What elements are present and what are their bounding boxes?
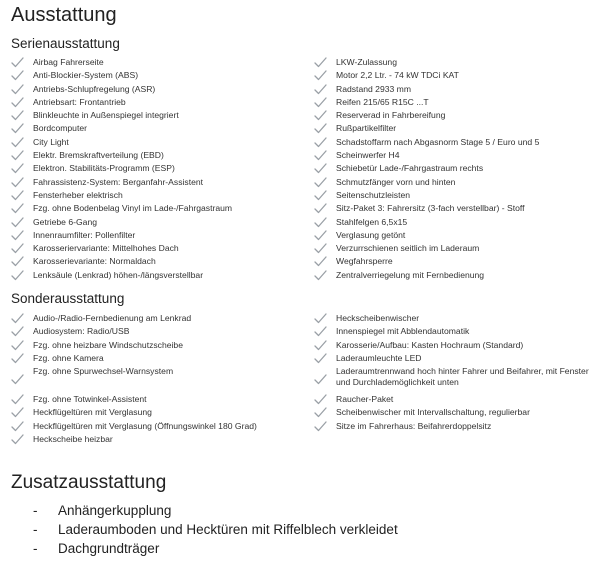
check-icon — [314, 57, 327, 68]
sonder-left-item — [11, 394, 295, 407]
sonder-left-item-label: Fzg. ohne Totwinkel-Assistent — [33, 394, 147, 405]
zusatz-heading: Zusatzausstattung — [11, 472, 167, 493]
serien-right-item-label: Zentralverriegelung mit Fernbedienung — [336, 269, 485, 280]
sonder-right-item-label: Laderaumtrennwand hoch hinter Fahrer und Beifahrer, mit Fenster und Durchlademöglichkeit unten — [336, 366, 589, 388]
check-icon — [11, 57, 24, 68]
dash-bullet: - — [33, 541, 38, 556]
serien-right-item — [314, 123, 539, 136]
serien-right-item — [314, 163, 539, 176]
check-icon — [11, 353, 24, 364]
zusatz-item — [33, 539, 398, 558]
sonder-right-item — [314, 313, 598, 326]
check-icon — [11, 190, 24, 201]
check-icon — [11, 217, 24, 228]
serien-left-item — [11, 97, 232, 110]
sonder-left-item-label: Heckflügeltüren mit Verglasung — [33, 407, 152, 418]
serien-right-item — [314, 150, 539, 163]
serien-left-item — [11, 137, 232, 150]
check-icon — [11, 203, 24, 214]
zusatz-item — [33, 520, 398, 539]
zusatz-item — [33, 501, 398, 520]
sonder-right-item-label: Scheibenwischer mit Intervallschaltung, regulierbar — [336, 407, 530, 418]
check-icon — [11, 70, 24, 81]
serien-left-item-label: City Light — [33, 136, 69, 147]
check-icon — [314, 256, 327, 267]
sonder-right-item-label: Innenspiegel mit Abblendautomatik — [336, 326, 470, 337]
serien-left-item — [11, 57, 232, 70]
sonder-left-item-label: Heckflügeltüren mit Verglasung (Öffnungswinkel 180 Grad) — [33, 420, 257, 431]
check-icon — [11, 163, 24, 174]
serien-left-list — [11, 57, 232, 283]
check-icon — [11, 256, 24, 267]
sonder-right-item — [314, 366, 598, 394]
serien-left-item-label: Elektr. Bremskraftverteilung (EBD) — [33, 150, 164, 161]
serien-right-item — [314, 190, 539, 203]
dash-bullet: - — [33, 503, 38, 518]
serien-left-item-label: Karosseriervariante: Mittelhohes Dach — [33, 243, 179, 254]
serien-right-list — [314, 57, 539, 283]
sonder-right-item — [314, 407, 598, 420]
sonder-left-item — [11, 366, 295, 394]
check-icon — [11, 407, 24, 418]
sonder-right-list — [314, 313, 598, 434]
check-icon — [314, 340, 327, 351]
check-icon — [314, 150, 327, 161]
serien-left-item-label: Fzg. ohne Bodenbelag Vinyl im Lade-/Fahrgastraum — [33, 203, 233, 214]
sonder-left-item-label: Audio-/Radio-Fernbedienung am Lenkrad — [33, 313, 192, 323]
zusatz-item-label: Laderaumboden und Hecktüren mit Riffelblech verkleidet — [58, 522, 398, 537]
serien-right-item — [314, 97, 539, 110]
serien-left-item-label: Anti-Blockier-System (ABS) — [33, 70, 139, 81]
sonder-left-item — [11, 434, 295, 447]
serien-left-item — [11, 243, 232, 256]
sonder-right-item-label: Karosserie/Aufbau: Kasten Hochraum (Standard) — [336, 339, 524, 350]
serien-left-item — [11, 217, 232, 230]
serien-left-item — [11, 163, 232, 176]
serien-right-item — [314, 230, 539, 243]
page-title: Ausstattung — [11, 4, 117, 26]
sonder-left-item — [11, 421, 295, 434]
serien-right-item — [314, 243, 539, 256]
check-icon — [11, 326, 24, 337]
sonder-left-item — [11, 407, 295, 420]
sonder-left-item-label: Audiosystem: Radio/USB — [33, 326, 130, 337]
serien-left-item-label: Blinkleuchte in Außenspiegel integriert — [33, 110, 179, 121]
serien-left-item-label: Fensterheber elektrisch — [33, 189, 123, 200]
check-icon — [314, 137, 327, 148]
serien-right-item — [314, 256, 539, 269]
check-icon — [314, 97, 327, 108]
serien-left-item-label: Elektron. Stabilitäts-Programm (ESP) — [33, 163, 175, 174]
check-icon — [11, 374, 24, 385]
serien-right-item-label: Reifen 215/65 R15C ...T — [336, 96, 429, 107]
sonder-left-item-label: Fzg. ohne Spurwechsel-Warnsystem — [33, 366, 174, 377]
serien-left-item-label: Getriebe 6-Gang — [33, 216, 98, 227]
serien-left-item-label: Airbag Fahrerseite — [33, 57, 104, 67]
sonder-left-item-label: Heckscheibe heizbar — [33, 434, 113, 445]
serien-left-item — [11, 190, 232, 203]
serien-right-item — [314, 137, 539, 150]
serien-right-item — [314, 203, 539, 216]
check-icon — [314, 123, 327, 134]
serien-left-item — [11, 70, 232, 83]
check-icon — [11, 150, 24, 161]
check-icon — [314, 70, 327, 81]
check-icon — [314, 407, 327, 418]
sonder-left-item-label: Fzg. ohne heizbare Windschutzscheibe — [33, 339, 183, 350]
serien-left-item — [11, 84, 232, 97]
sonder-right-item — [314, 394, 598, 407]
sonder-heading: Sonderausstattung — [11, 291, 125, 306]
sonder-left-list — [11, 313, 295, 447]
check-icon — [314, 326, 327, 337]
sonder-right-item — [314, 421, 598, 434]
check-icon — [11, 340, 24, 351]
sonder-left-item — [11, 326, 295, 339]
check-icon — [11, 313, 24, 324]
sonder-left-item-label: Fzg. ohne Kamera — [33, 352, 104, 363]
serien-right-item-label: Reserverad in Fahrbereifung — [336, 110, 446, 121]
check-icon — [314, 270, 327, 281]
check-icon — [11, 243, 24, 254]
serien-left-item — [11, 123, 232, 136]
sonder-right-item-label: Raucher-Paket — [336, 394, 394, 405]
serien-left-item-label: Antriebs-Schlupfregelung (ASR) — [33, 83, 156, 94]
serien-left-item — [11, 177, 232, 190]
check-icon — [11, 177, 24, 188]
serien-right-item-label: Rußpartikelfilter — [336, 123, 397, 134]
serien-left-item — [11, 270, 232, 283]
check-icon — [314, 203, 327, 214]
serien-right-item — [314, 110, 539, 123]
serien-right-item-label: Schmutzfänger vorn und hinten — [336, 176, 456, 187]
check-icon — [314, 190, 327, 201]
zusatz-list — [33, 501, 398, 558]
check-icon — [11, 84, 24, 95]
serien-heading: Serienausstattung — [11, 36, 120, 51]
serien-right-item-label: Schadstoffarm nach Abgasnorm Stage 5 / Euro und 5 — [336, 136, 540, 147]
sonder-right-item-label: Heckscheibenwischer — [336, 313, 420, 323]
check-icon — [314, 230, 327, 241]
serien-right-item — [314, 270, 539, 283]
check-icon — [11, 110, 24, 121]
sonder-right-item — [314, 353, 598, 366]
sonder-right-item-label: Laderaumleuchte LED — [336, 352, 422, 363]
serien-left-item — [11, 203, 232, 216]
serien-right-item-label: Seitenschutzleisten — [336, 189, 411, 200]
serien-left-item-label: Antriebsart: Frontantrieb — [33, 96, 126, 107]
check-icon — [314, 177, 327, 188]
sonder-right-item-label: Sitze im Fahrerhaus: Beifahrerdoppelsitz — [336, 420, 492, 431]
serien-right-item-label: Schiebetür Lade-/Fahrgastraum rechts — [336, 163, 484, 174]
sonder-right-item — [314, 340, 598, 353]
serien-right-item-label: LKW-Zulassung — [336, 57, 397, 67]
serien-left-item-label: Lenksäule (Lenkrad) höhen-/längsverstellbar — [33, 269, 204, 280]
sonder-right-item — [314, 326, 598, 339]
check-icon — [314, 394, 327, 405]
check-icon — [11, 421, 24, 432]
serien-left-item-label: Bordcomputer — [33, 123, 87, 134]
dash-bullet: - — [33, 522, 38, 537]
serien-right-item-label: Radstand 2933 mm — [336, 83, 411, 94]
serien-left-item — [11, 150, 232, 163]
check-icon — [11, 394, 24, 405]
check-icon — [11, 97, 24, 108]
sonder-left-item — [11, 313, 295, 326]
serien-right-item — [314, 70, 539, 83]
zusatz-item-label: Dachgrundträger — [58, 541, 160, 556]
check-icon — [11, 137, 24, 148]
check-icon — [314, 243, 327, 254]
check-icon — [11, 434, 24, 445]
check-icon — [314, 374, 327, 385]
serien-left-item-label: Innenraumfilter: Pollenfilter — [33, 229, 136, 240]
serien-left-item-label: Karosserievariante: Normaldach — [33, 256, 156, 267]
serien-left-item — [11, 110, 232, 123]
serien-right-item-label: Verzurrschienen seitlich im Laderaum — [336, 243, 480, 254]
check-icon — [11, 123, 24, 134]
check-icon — [314, 84, 327, 95]
sonder-left-item — [11, 340, 295, 353]
check-icon — [314, 217, 327, 228]
check-icon — [314, 110, 327, 121]
sonder-left-item — [11, 353, 295, 366]
serien-right-item-label: Wegfahrsperre — [336, 256, 393, 267]
serien-right-item — [314, 57, 539, 70]
check-icon — [314, 421, 327, 432]
serien-right-item-label: Stahlfelgen 6,5x15 — [336, 216, 408, 227]
serien-right-item-label: Motor 2,2 Ltr. - 74 kW TDCi KAT — [336, 70, 459, 81]
serien-right-item — [314, 177, 539, 190]
serien-right-item-label: Scheinwerfer H4 — [336, 150, 400, 161]
serien-right-item — [314, 84, 539, 97]
serien-right-item — [314, 217, 539, 230]
serien-right-item-label: Verglasung getönt — [336, 229, 406, 240]
zusatz-item-label: Anhängerkupplung — [58, 503, 172, 518]
serien-right-item-label: Sitz-Paket 3: Fahrersitz (3-fach verstellbar) - Stoff — [336, 203, 525, 214]
serien-left-item — [11, 256, 232, 269]
check-icon — [314, 163, 327, 174]
check-icon — [11, 270, 24, 281]
serien-left-item-label: Fahrassistenz-System: Berganfahr-Assistent — [33, 176, 204, 187]
check-icon — [11, 230, 24, 241]
check-icon — [314, 353, 327, 364]
serien-left-item — [11, 230, 232, 243]
check-icon — [314, 313, 327, 324]
